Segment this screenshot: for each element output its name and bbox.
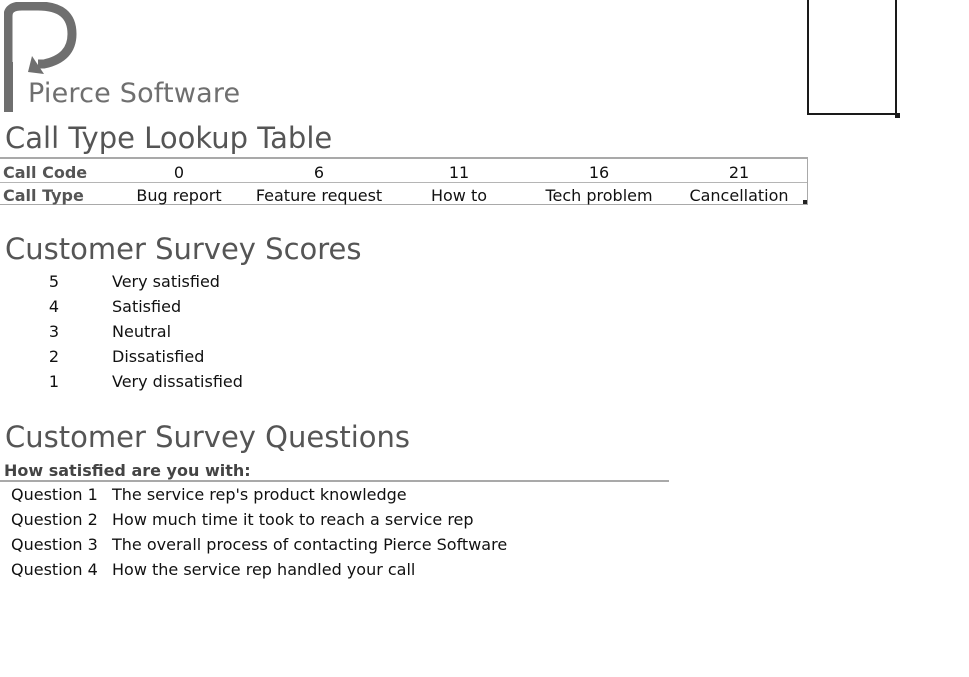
score-label[interactable]: Very dissatisfied bbox=[112, 372, 243, 391]
question-text[interactable]: The service rep's product knowledge bbox=[112, 485, 407, 504]
table-resize-handle[interactable] bbox=[803, 200, 807, 204]
call-code-cell[interactable]: 21 bbox=[728, 163, 750, 182]
score-label[interactable]: Dissatisfied bbox=[112, 347, 205, 366]
call-type-cell[interactable]: Feature request bbox=[255, 186, 383, 205]
score-value[interactable]: 3 bbox=[48, 322, 60, 341]
call-type-cell[interactable]: How to bbox=[430, 186, 488, 205]
question-id[interactable]: Question 3 bbox=[11, 535, 98, 554]
score-value[interactable]: 5 bbox=[48, 272, 60, 291]
score-value[interactable]: 2 bbox=[48, 347, 60, 366]
lookup-table-divider bbox=[0, 182, 808, 183]
brand-name: Pierce Software bbox=[28, 78, 241, 109]
call-code-cell[interactable]: 6 bbox=[313, 163, 325, 182]
call-type-cell[interactable]: Tech problem bbox=[545, 186, 653, 205]
call-code-cell[interactable]: 16 bbox=[588, 163, 610, 182]
call-type-cell[interactable]: Bug report bbox=[136, 186, 222, 205]
call-type-cell[interactable]: Cancellation bbox=[689, 186, 789, 205]
fill-handle[interactable] bbox=[895, 113, 900, 118]
score-value[interactable]: 1 bbox=[48, 372, 60, 391]
selected-cell-outline[interactable] bbox=[807, 0, 897, 115]
questions-header-rule bbox=[0, 480, 669, 482]
lookup-table-title: Call Type Lookup Table bbox=[5, 121, 333, 155]
question-text[interactable]: The overall process of contacting Pierce Software bbox=[112, 535, 508, 554]
survey-scores-title: Customer Survey Scores bbox=[5, 232, 362, 266]
score-label[interactable]: Satisfied bbox=[112, 297, 182, 316]
survey-questions-title: Customer Survey Questions bbox=[5, 420, 410, 454]
call-type-label[interactable]: Call Type bbox=[3, 186, 84, 205]
question-id[interactable]: Question 4 bbox=[11, 560, 98, 579]
call-code-label[interactable]: Call Code bbox=[3, 163, 88, 182]
question-id[interactable]: Question 2 bbox=[11, 510, 98, 529]
question-text[interactable]: How the service rep handled your call bbox=[112, 560, 416, 579]
call-code-cell[interactable]: 11 bbox=[448, 163, 470, 182]
question-text[interactable]: How much time it took to reach a service rep bbox=[112, 510, 474, 529]
score-label[interactable]: Neutral bbox=[112, 322, 172, 341]
questions-header[interactable]: How satisfied are you with: bbox=[4, 461, 251, 480]
score-value[interactable]: 4 bbox=[48, 297, 60, 316]
question-id[interactable]: Question 1 bbox=[11, 485, 98, 504]
score-label[interactable]: Very satisfied bbox=[112, 272, 220, 291]
call-code-cell[interactable]: 0 bbox=[173, 163, 185, 182]
